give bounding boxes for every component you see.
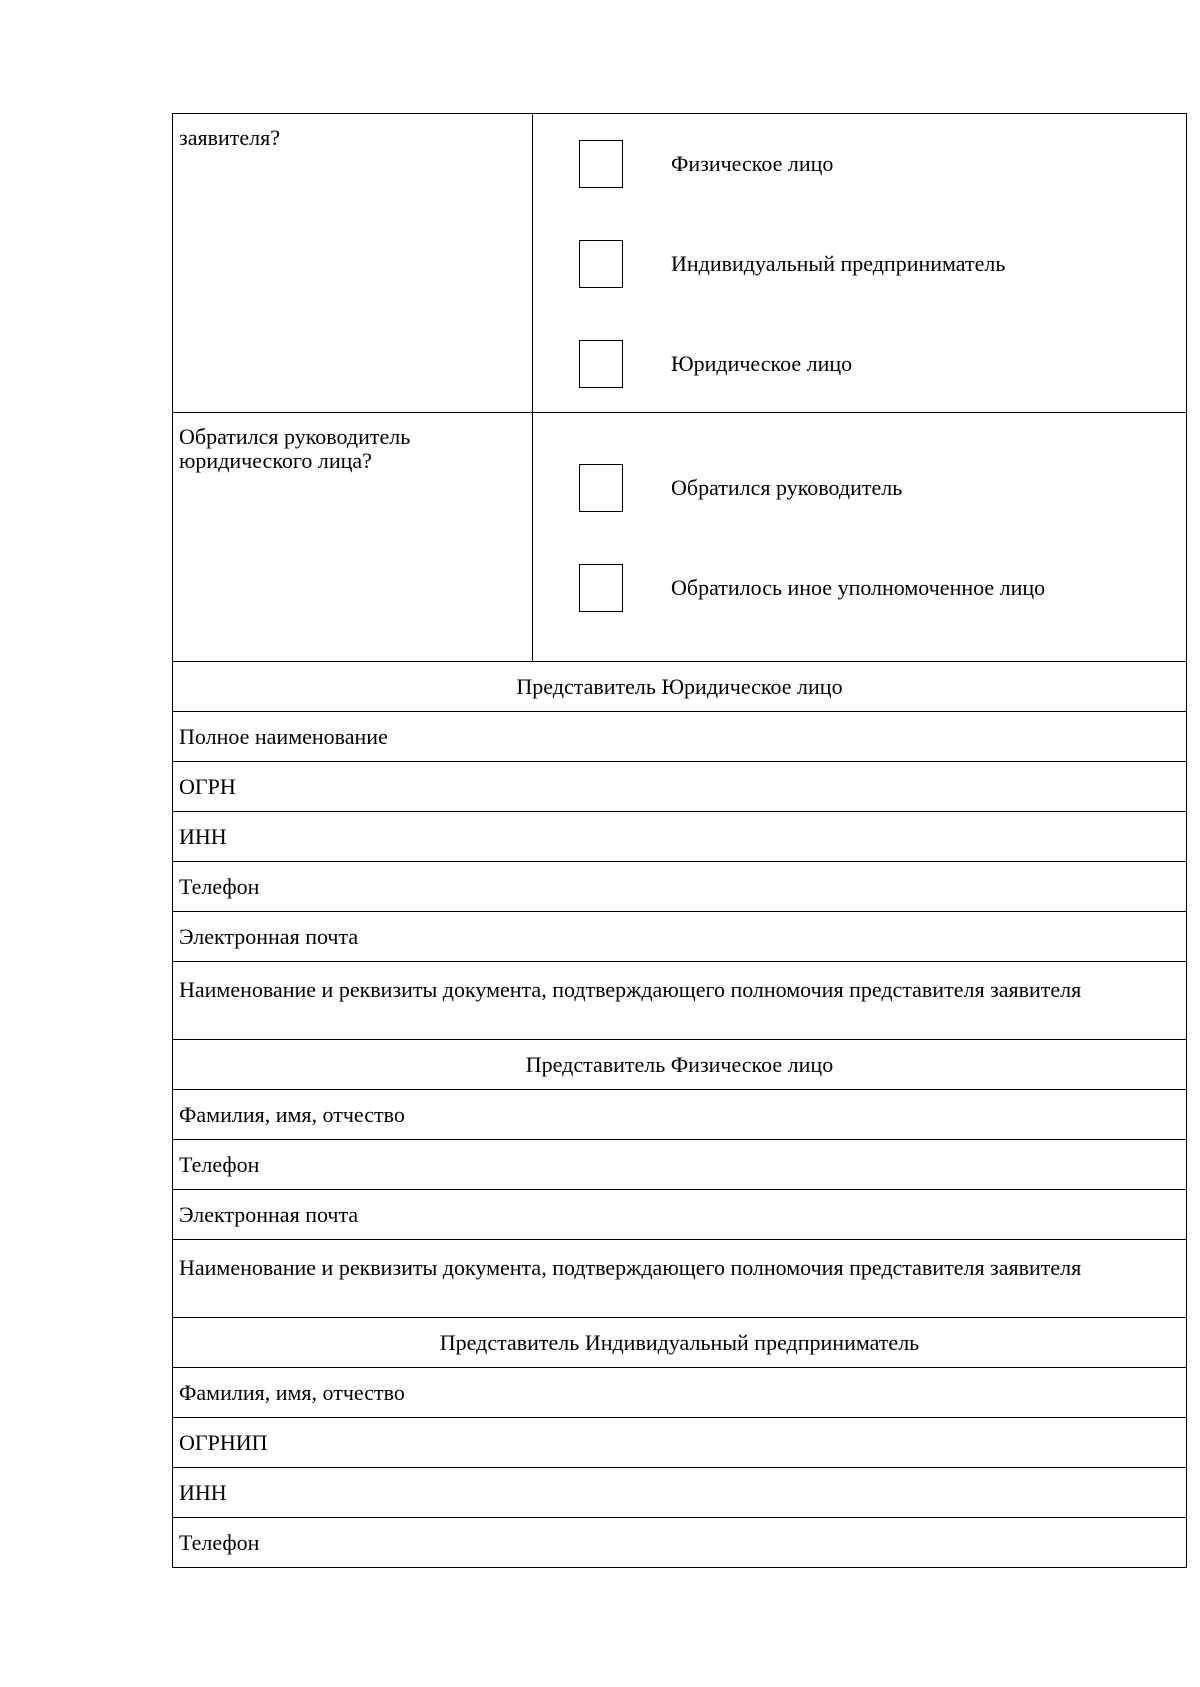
- option-entrepreneur[interactable]: [579, 214, 1186, 314]
- field-email[interactable]: Электронная почта: [173, 912, 1186, 962]
- head-applied-question: Обратился руководитель юридического лица?: [173, 413, 533, 661]
- field-fio[interactable]: Фамилия, имя, отчество: [173, 1368, 1186, 1418]
- head-applied-row: [173, 413, 1186, 662]
- option-legal-entity[interactable]: [579, 314, 1186, 414]
- field-inn[interactable]: ИНН: [173, 1468, 1186, 1518]
- field-phone[interactable]: Телефон: [173, 1518, 1186, 1568]
- field-phone[interactable]: Телефон: [173, 862, 1186, 912]
- field-inn[interactable]: ИНН: [173, 812, 1186, 862]
- application-form: [172, 113, 1187, 1568]
- applicant-type-row: [173, 114, 1186, 413]
- option-label: Обратилось иное уполномоченное лицо: [671, 575, 1046, 600]
- option-label: Физическое лицо: [671, 151, 834, 176]
- section-header-person-rep: Представитель Физическое лицо: [173, 1040, 1186, 1090]
- checkbox-other-authorized[interactable]: [579, 564, 623, 612]
- option-individual[interactable]: [579, 114, 1186, 214]
- field-ogrn[interactable]: ОГРН: [173, 762, 1186, 812]
- option-label: Юридическое лицо: [671, 351, 853, 376]
- head-applied-options: [533, 413, 1186, 661]
- checkbox-individual[interactable]: [579, 140, 623, 188]
- option-head[interactable]: [579, 438, 1186, 538]
- checkbox-head[interactable]: [579, 464, 623, 512]
- option-label: Обратился руководитель: [671, 475, 903, 500]
- field-authority-document[interactable]: Наименование и реквизиты документа, подтверждающего полномочия представителя заявителя: [173, 962, 1186, 1040]
- checkbox-entrepreneur[interactable]: [579, 240, 623, 288]
- field-ogrnip[interactable]: ОГРНИП: [173, 1418, 1186, 1468]
- applicant-type-options: [533, 114, 1186, 412]
- section-header-legal-rep: Представитель Юридическое лицо: [173, 662, 1186, 712]
- field-email[interactable]: Электронная почта: [173, 1190, 1186, 1240]
- option-other-authorized[interactable]: [579, 538, 1186, 638]
- field-authority-document[interactable]: Наименование и реквизиты документа, подтверждающего полномочия представителя заявителя: [173, 1240, 1186, 1318]
- field-full-name[interactable]: Полное наименование: [173, 712, 1186, 762]
- field-phone[interactable]: Телефон: [173, 1140, 1186, 1190]
- option-label: Индивидуальный предприниматель: [671, 251, 1006, 276]
- checkbox-legal-entity[interactable]: [579, 340, 623, 388]
- section-header-ip-rep: Представитель Индивидуальный предприниматель: [173, 1318, 1186, 1368]
- applicant-type-question: заявителя?: [173, 114, 533, 412]
- field-fio[interactable]: Фамилия, имя, отчество: [173, 1090, 1186, 1140]
